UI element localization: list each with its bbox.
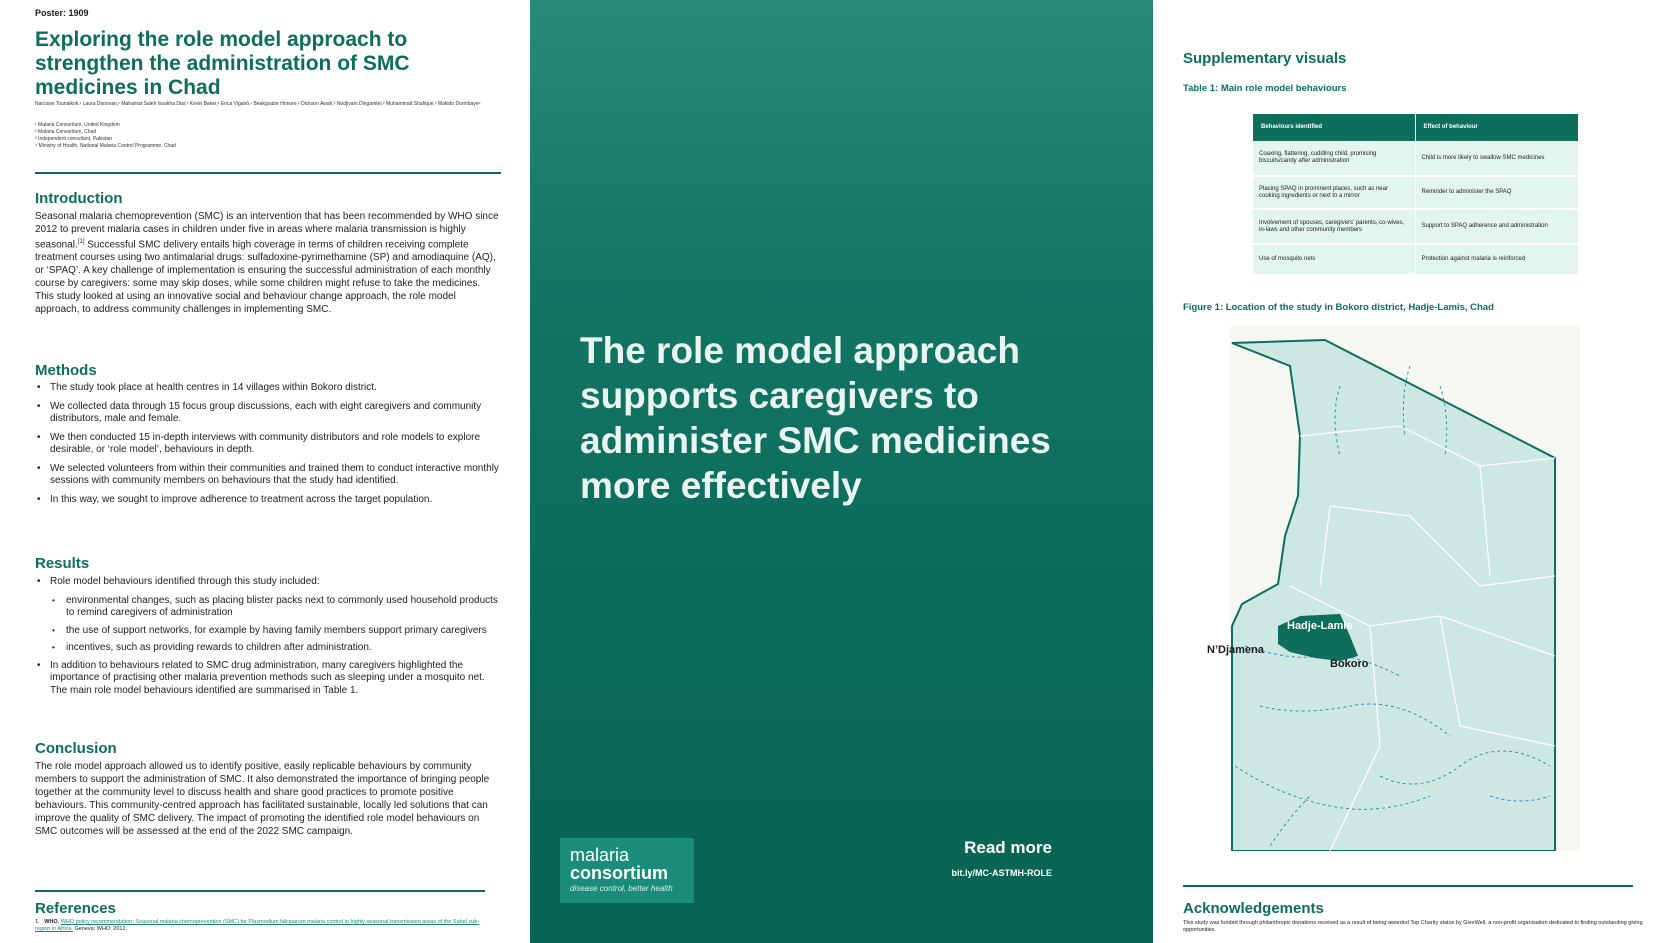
table-cell: Child is more likely to swallow SMC medicines	[1415, 141, 1579, 176]
read-more-label: Read more	[964, 838, 1052, 857]
list-item: • Role model behaviours identified through this study included:	[35, 576, 500, 589]
read-more-link[interactable]: bit.ly/MC-ASTMH-ROLE	[951, 868, 1052, 878]
references-divider	[35, 890, 485, 892]
conclusion-heading: Conclusion	[35, 740, 117, 757]
supplementary-heading: Supplementary visuals	[1183, 50, 1347, 67]
list-item: • In this way, we sought to improve adherence to treatment across the target population.	[35, 494, 500, 507]
table-row	[1253, 176, 1579, 209]
logo-line-2: consortium	[570, 863, 669, 883]
sub-list-item: • incentives, such as providing rewards to children after administration.	[35, 642, 500, 655]
affiliation: ² Malaria Consortium, Chad	[35, 129, 97, 135]
methods-list	[35, 382, 500, 512]
author-list: Narcisse Tounaikok,¹ Laura Donovan,¹ Mahamat Saleh Issakha Diar,² Kevin Baker,¹ Erica Viganò,¹ Beakgoube Honore,² Dickson Awah,² Nodjiyam Dingamtel,² Muhammad Shafique,³ Makido Dormbaye⁴	[35, 101, 481, 107]
table-cell: Support to SPAQ adherence and administration	[1415, 209, 1579, 244]
list-item: • In addition to behaviours related to SMC drug administration, many caregivers highlighted the importance of practising other malaria prevention methods such as sleeping under a mosquito net. The main role model behaviours identified are summarised in Table 1.	[35, 660, 500, 698]
table-header-cell: Behaviours identified	[1253, 114, 1415, 141]
table-row	[1253, 141, 1579, 176]
table-row	[1253, 209, 1579, 244]
affiliation: ¹ Malaria Consortium, United Kingdom	[35, 122, 120, 128]
malaria-consortium-logo	[560, 838, 694, 903]
list-item: • We collected data through 15 focus group discussions, each with eight caregivers and community distributors, male and female.	[35, 401, 500, 426]
acknowledgements-divider	[1183, 885, 1633, 887]
introduction-text: Seasonal malaria chemoprevention (SMC) is an intervention that has been recommended by WHO since 2012 to prevent malaria cases in children under five in areas where malaria transmission is highly seasonal.[1] Successful SMC delivery entails high coverage in terms of children receiving complete treatment courses using two antimalarial drugs: sulfadoxine-pyrimethamine (SP) and amodiaquine (AQ), or ‘SPAQ’. A key challenge of implementation is ensuring the successful administration of each monthly course by caregivers: some may skip doses, while some children might refuse to take the medicines. This study looked at using an innovative social and behaviour change approach, the role model approach, to address community challenges in implementing SMC.	[35, 211, 499, 316]
methods-heading: Methods	[35, 362, 97, 379]
introduction-heading: Introduction	[35, 190, 123, 207]
poster-number: Poster: 1909	[35, 8, 89, 18]
left-column	[0, 0, 530, 943]
table-cell: Protection against malaria is reinforced	[1415, 244, 1579, 275]
role-model-table	[1253, 114, 1579, 276]
sub-list-item: • the use of support networks, for example by having family members support primary caregivers	[35, 625, 500, 638]
table-cell: Coaxing, flattering, cuddling child, promising biscuits/candy after administration	[1253, 141, 1415, 176]
table-header-row	[1253, 114, 1579, 141]
list-item: • We selected volunteers from within their communities and trained them to conduct interactive monthly sessions with community members on behaviours that the study had identified.	[35, 463, 500, 488]
table-header-cell: Effect of behaviour	[1415, 114, 1579, 141]
table-cell: Involvement of spouses, caregivers’ parents, co-wives, in-laws and other community members	[1253, 209, 1415, 244]
header-divider	[35, 172, 501, 174]
table-cell: Placing SPAQ in prominent places, such as near cooking ingredients or next to a mirror	[1253, 176, 1415, 209]
results-list	[35, 576, 500, 703]
sub-list-item: • environmental changes, such as placing blister packs next to commonly used household products to remind caregivers of administration	[35, 595, 500, 620]
capital-label: N’Djamena	[1207, 644, 1264, 656]
reference-entry: 1. WHO. WHO policy recommendation: Seasonal malaria chemoprevention (SMC) for Plasmodium falciparum malaria control in highly seasonal transmission areas of the Sahel sub- region in Africa. Geneva: WHO; 2012.	[35, 919, 480, 932]
country-outline	[1232, 340, 1555, 851]
right-column	[1153, 0, 1677, 943]
district-label: Bokoro	[1330, 658, 1369, 670]
affiliation: ³ Independent consultant, Pakistan	[35, 136, 112, 142]
conclusion-text: The role model approach allowed us to identify positive, easily replicable behaviours by community members to support the administration of SMC. It also demonstrated the importance of bringing people together at the community level to discuss health and share good practices to promote positive behaviours. This community-centred approach has facilitated sustainable, locally led solutions that can improve the quality of SMC delivery. The impact of promoting the identified role model behaviours on SMC outcomes will be assessed at the end of the 2022 SMC campaign.	[35, 761, 490, 837]
table-cell: Reminder to administer the SPAQ	[1415, 176, 1579, 209]
acknowledgements-heading: Acknowledgements	[1183, 900, 1324, 917]
list-item: • We then conducted 15 in-depth interviews with community distributors and role models to explore desirable, or ‘role model’, behaviours in depth.	[35, 432, 500, 457]
results-heading: Results	[35, 555, 90, 572]
poster-title: Exploring the role model approach to strengthen the administration of SMC medicines in Chad	[35, 28, 410, 99]
table-caption: Table 1: Main role model behaviours	[1183, 83, 1347, 94]
region-label: Hadje-Lamis	[1287, 620, 1353, 632]
table-cell: Use of mosquito nets	[1253, 244, 1415, 275]
reference-link[interactable]: WHO policy recommendation: Seasonal malaria chemoprevention (SMC) for Plasmodium falciparum malaria control in highly seasonal transmission areas of the Sahel sub- region in Africa.	[35, 919, 480, 932]
references-heading: References	[35, 900, 116, 917]
map-graphic	[1230, 326, 1580, 851]
citation-mark: [1]	[77, 239, 85, 245]
acknowledgements-text: This study was funded through philanthropic donations received as a result of being awarded Top Charity status by GiveWell, a non-profit organisation dedicated to finding outstanding giving opportunities.	[1183, 920, 1643, 933]
affiliation: ⁴ Ministry of Health, National Malaria Control Programme, Chad	[35, 143, 176, 149]
figure-caption: Figure 1: Location of the study in Bokoro district, Hadje-Lamis, Chad	[1183, 302, 1494, 313]
table-row	[1253, 244, 1579, 275]
logo-tagline: disease control, better health	[570, 884, 673, 893]
logo-line-1: malaria	[570, 845, 630, 865]
key-message: The role model approach supports caregivers to administer SMC medicines more effectively	[580, 330, 1051, 506]
list-item: • The study took place at health centres in 14 villages within Bokoro district.	[35, 382, 500, 395]
chad-map	[1207, 326, 1580, 851]
affiliations	[35, 122, 485, 150]
